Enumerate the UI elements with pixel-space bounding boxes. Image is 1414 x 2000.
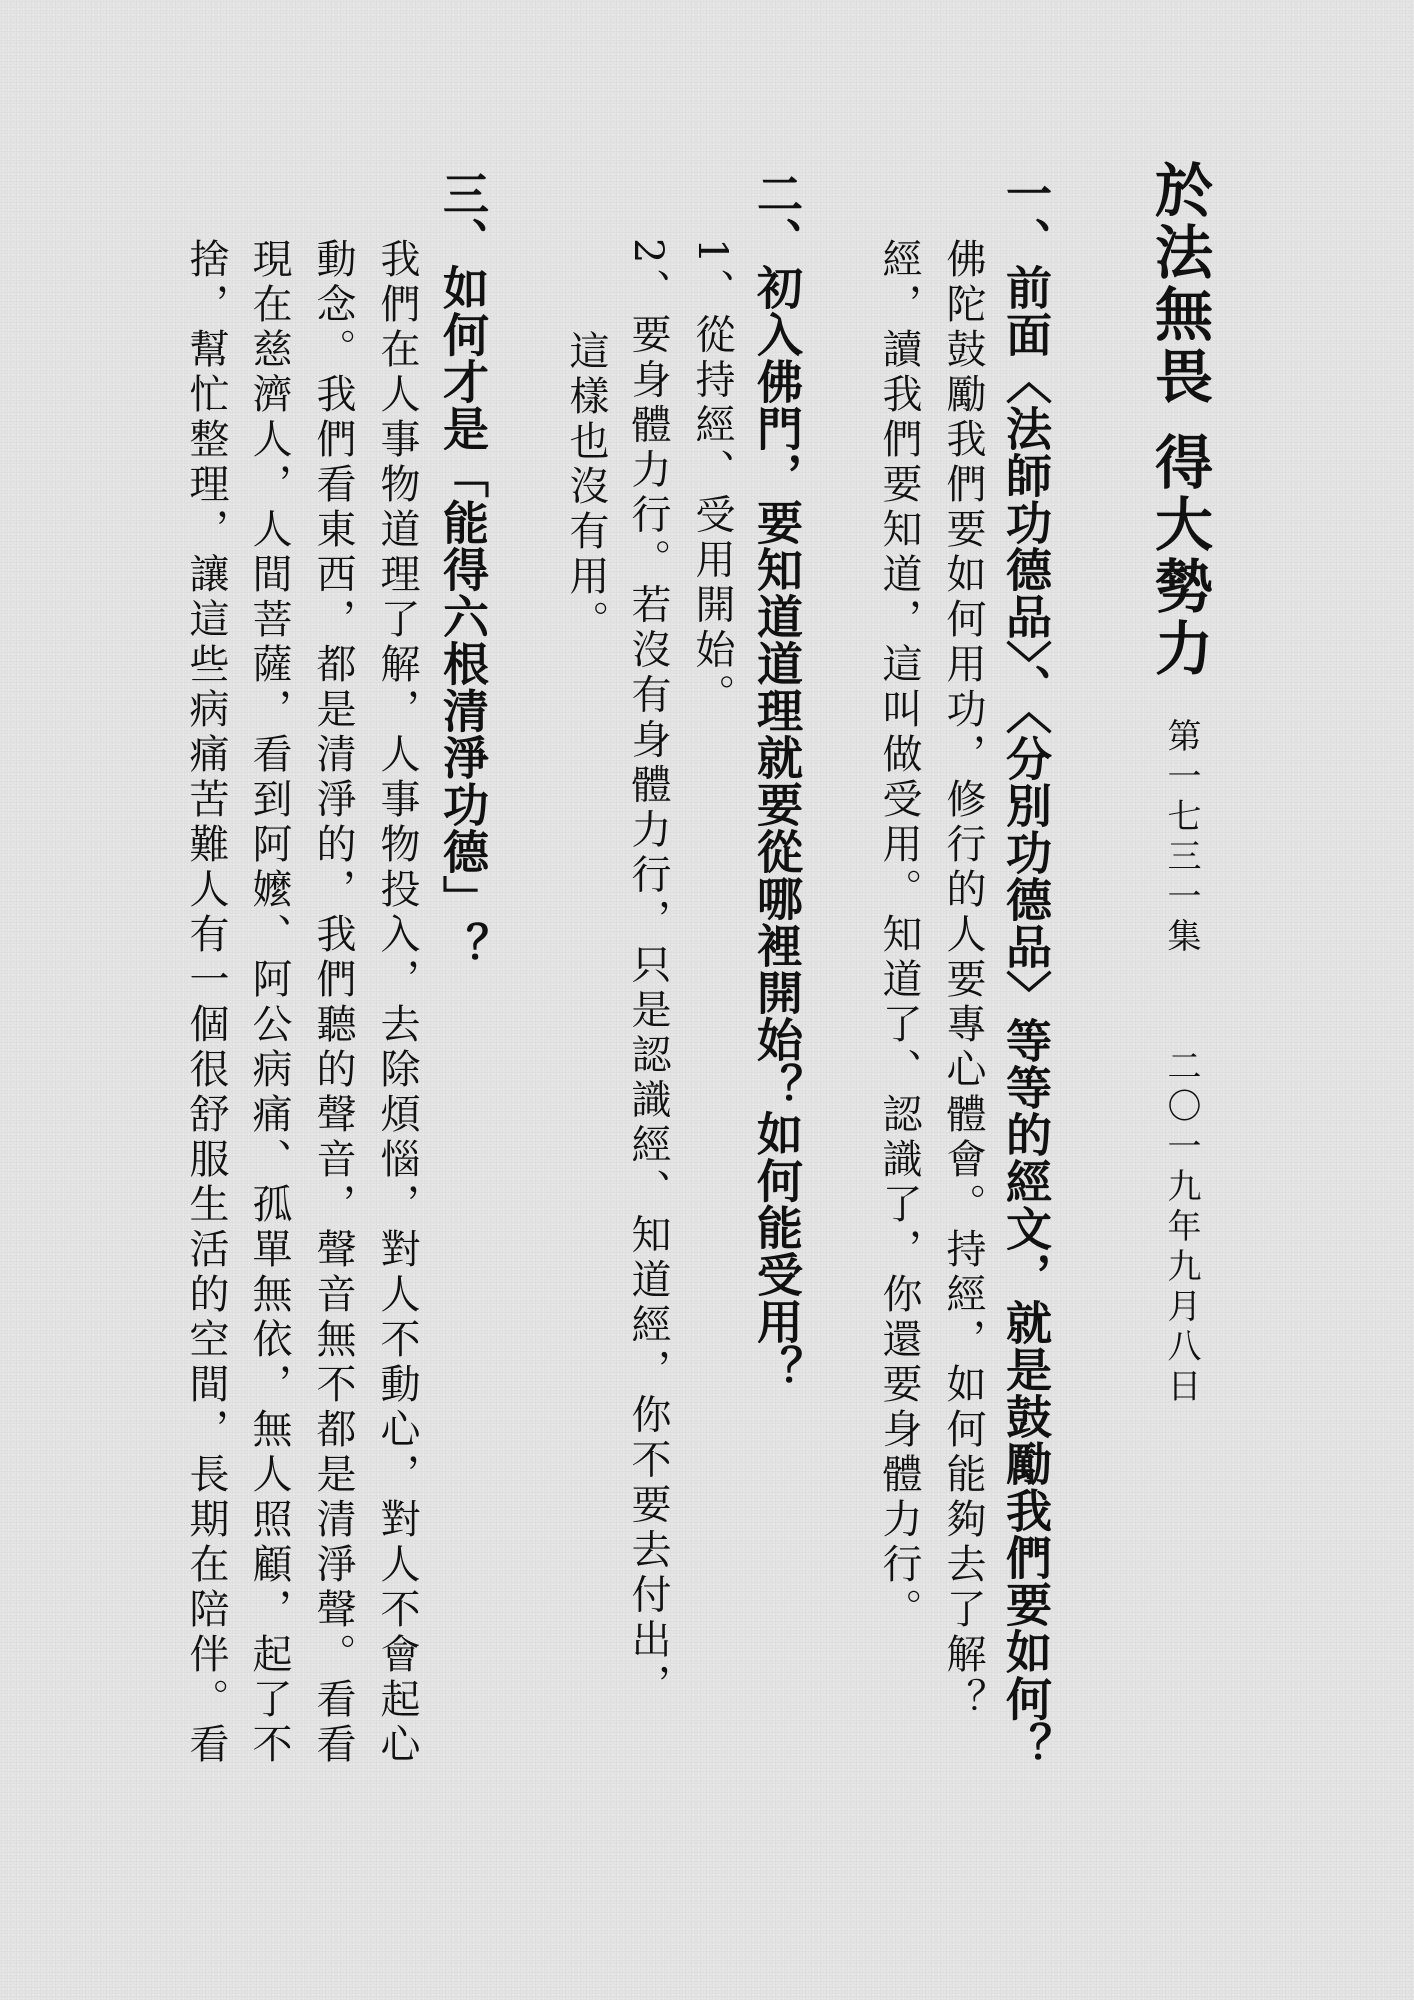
section-1-line-2: 經，讀我們要知道，這叫做受用。知道了、認識了，你還要身體力行。	[876, 238, 922, 1633]
section-1-heading: 一、前面〈法師功德品〉、〈分別功德品〉等等的經文，就是鼓勵我們要如何？	[999, 170, 1053, 1769]
section-2-item-2-continued: 這樣也沒有用。	[563, 330, 609, 645]
section-3-heading: 三、如何才是「能得六根清淨功德」？	[436, 170, 490, 969]
section-2-item-2: 2、要身體力行。若沒有身體力行，只是認識經、知道經，你不要去付出，	[625, 238, 671, 1709]
broadcast-date: 二〇一九年九月八日	[1161, 1048, 1201, 1408]
section-1-line-1: 佛陀鼓勵我們要如何用功，修行的人要專心體會。持經，如何能夠去了解？	[940, 238, 986, 1723]
section-2-heading: 二、初入佛門，要知道道理就要從哪裡開始？如何能受用？	[750, 170, 804, 1392]
section-3-line-1: 我們在人事物道理了解，人事物投入，去除煩惱，對人不動心，對人不會起心	[374, 238, 420, 1768]
section-3-line-4: 捨，幫忙整理，讓這些病痛苦難人有一個很舒服生活的空間，長期在陪伴。看	[183, 238, 229, 1768]
episode-number: 第一七三一集	[1161, 718, 1201, 958]
section-3-line-3: 現在慈濟人，人間菩薩，看到阿嬤、阿公病痛、孤單無依，無人照顧，起了不	[246, 238, 292, 1768]
section-2-item-1: 1、從持經、受用開始。	[689, 238, 735, 719]
section-3-line-2: 動念。我們看東西，都是清淨的，我們聽的聲音，聲音無不都是清淨聲。看看	[310, 238, 356, 1768]
document-title: 於法無畏 得大勢力	[1145, 160, 1213, 681]
